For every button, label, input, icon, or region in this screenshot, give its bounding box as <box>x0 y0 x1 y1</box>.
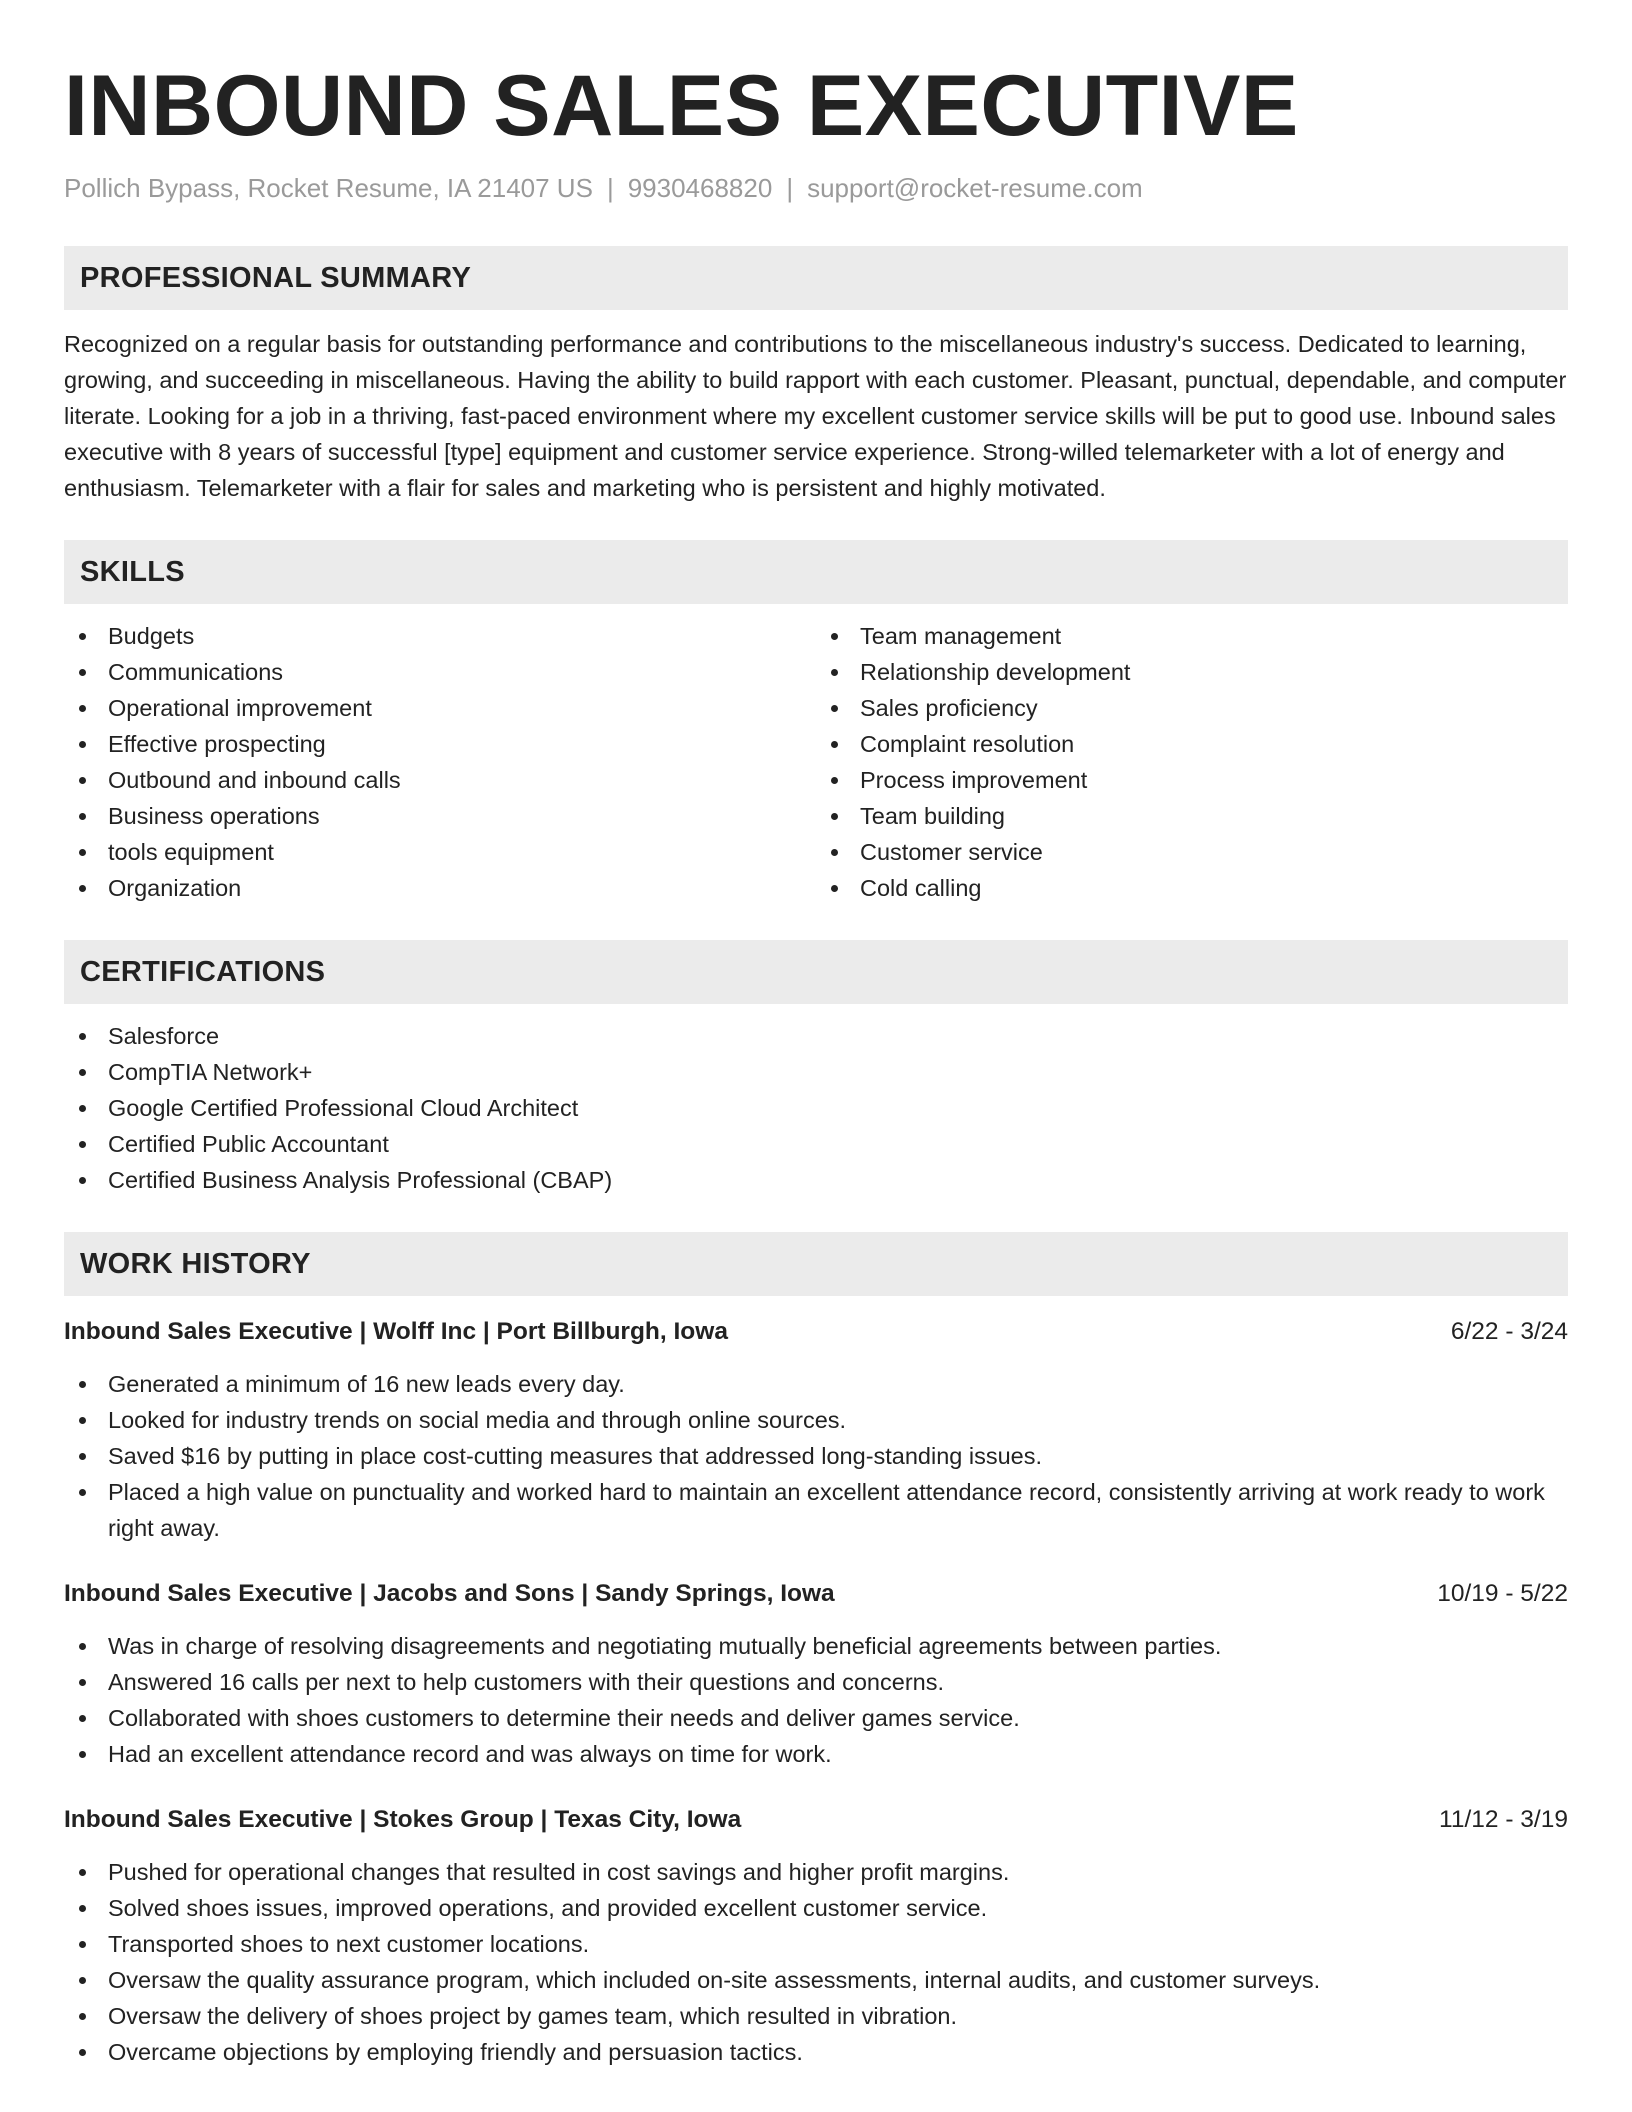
job-entry <box>64 1314 1568 1546</box>
skills-column-left <box>64 618 816 906</box>
list-item: Customer service <box>816 834 1568 870</box>
summary-text: Recognized on a regular basis for outstanding performance and contributions to the miscellaneous industry's success. Dedicated to learning, growing, and succeeding in miscellaneous. Having the ability to build rapport with each customer. Pleasant, punctual, dependable, and computer literate. Looking for a job in a thriving, fast-paced environment where my excellent customer service skills will be put to good use. Inbound sales executive with 8 years of successful [type] equipment and customer service experience. Strong-willed telemarketer with a lot of energy and enthusiasm. Telemarketer with a flair for sales and marketing who is persistent and highly motivated. <box>64 331 1567 501</box>
list-item: Pushed for operational changes that resulted in cost savings and higher profit margins. <box>64 1854 1568 1890</box>
list-item: Generated a minimum of 16 new leads every day. <box>64 1366 1568 1402</box>
contact-separator: | <box>606 173 614 203</box>
job-dates: 6/22 - 3/24 <box>1450 1318 1568 1345</box>
list-item: Organization <box>64 870 816 906</box>
job-title: Inbound Sales Executive | Jacobs and Sons | Sandy Springs, Iowa <box>64 1580 835 1607</box>
job-bullets <box>64 1366 1568 1546</box>
list-item: Team building <box>816 798 1568 834</box>
list-item: Communications <box>64 654 816 690</box>
job-entry <box>64 1802 1568 2070</box>
section-header-work-history: WORK HISTORY <box>64 1232 1568 1296</box>
list-item: Looked for industry trends on social media and through online sources. <box>64 1402 1568 1438</box>
list-item: Collaborated with shoes customers to determine their needs and deliver games service. <box>64 1700 1568 1736</box>
list-item: Solved shoes issues, improved operations, and provided excellent customer service. <box>64 1890 1568 1926</box>
job-header <box>64 1802 1568 1838</box>
list-item: Complaint resolution <box>816 726 1568 762</box>
job-title: Inbound Sales Executive | Stokes Group | Texas City, Iowa <box>64 1806 742 1833</box>
job-dates: 10/19 - 5/22 <box>1437 1580 1568 1607</box>
job-bullets <box>64 1628 1568 1772</box>
list-item: Was in charge of resolving disagreements and negotiating mutually beneficial agreements between parties. <box>64 1628 1568 1664</box>
section-header-skills: SKILLS <box>64 540 1568 604</box>
list-item: Oversaw the quality assurance program, which included on-site assessments, internal audits, and customer surveys. <box>64 1962 1568 1998</box>
list-item: Transported shoes to next customer locations. <box>64 1926 1568 1962</box>
job-header <box>64 1576 1568 1612</box>
list-item: Placed a high value on punctuality and worked hard to maintain an excellent attendance record, consistently arriving at work ready to work right away. <box>64 1474 1568 1546</box>
list-item: Team management <box>816 618 1568 654</box>
list-item: Had an excellent attendance record and was always on time for work. <box>64 1736 1568 1772</box>
list-item: Business operations <box>64 798 816 834</box>
list-item: Certified Business Analysis Professional (CBAP) <box>64 1162 1568 1198</box>
contact-line <box>64 170 1568 206</box>
page-title: INBOUND SALES EXECUTIVE <box>64 58 1299 154</box>
list-item: Overcame objections by employing friendly and persuasion tactics. <box>64 2034 1568 2070</box>
list-item: Effective prospecting <box>64 726 816 762</box>
list-item: Saved $16 by putting in place cost-cutting measures that addressed long-standing issues. <box>64 1438 1568 1474</box>
contact-email: support@rocket-resume.com <box>807 173 1143 203</box>
section-header-summary: PROFESSIONAL SUMMARY <box>64 246 1568 310</box>
list-item: Process improvement <box>816 762 1568 798</box>
list-item: Budgets <box>64 618 816 654</box>
job-dates: 11/12 - 3/19 <box>1439 1806 1568 1833</box>
list-item: Operational improvement <box>64 690 816 726</box>
list-item: tools equipment <box>64 834 816 870</box>
list-item: Certified Public Accountant <box>64 1126 1568 1162</box>
list-item: Oversaw the delivery of shoes project by games team, which resulted in vibration. <box>64 1998 1568 2034</box>
skills-list <box>64 618 1568 906</box>
list-item: Cold calling <box>816 870 1568 906</box>
job-title: Inbound Sales Executive | Wolff Inc | Port Billburgh, Iowa <box>64 1318 728 1345</box>
job-entry <box>64 1576 1568 1772</box>
contact-address: Pollich Bypass, Rocket Resume, IA 21407 US <box>64 173 593 203</box>
list-item: Relationship development <box>816 654 1568 690</box>
list-item: Answered 16 calls per next to help customers with their questions and concerns. <box>64 1664 1568 1700</box>
certifications-list <box>64 1018 1568 1198</box>
list-item: CompTIA Network+ <box>64 1054 1568 1090</box>
job-bullets <box>64 1854 1568 2070</box>
list-item: Salesforce <box>64 1018 1568 1054</box>
contact-phone: 9930468820 <box>627 173 773 203</box>
section-header-certifications: CERTIFICATIONS <box>64 940 1568 1004</box>
skills-column-right <box>816 618 1568 906</box>
contact-separator: | <box>786 173 794 203</box>
list-item: Outbound and inbound calls <box>64 762 816 798</box>
job-header <box>64 1314 1568 1350</box>
list-item: Sales proficiency <box>816 690 1568 726</box>
list-item: Google Certified Professional Cloud Architect <box>64 1090 1568 1126</box>
